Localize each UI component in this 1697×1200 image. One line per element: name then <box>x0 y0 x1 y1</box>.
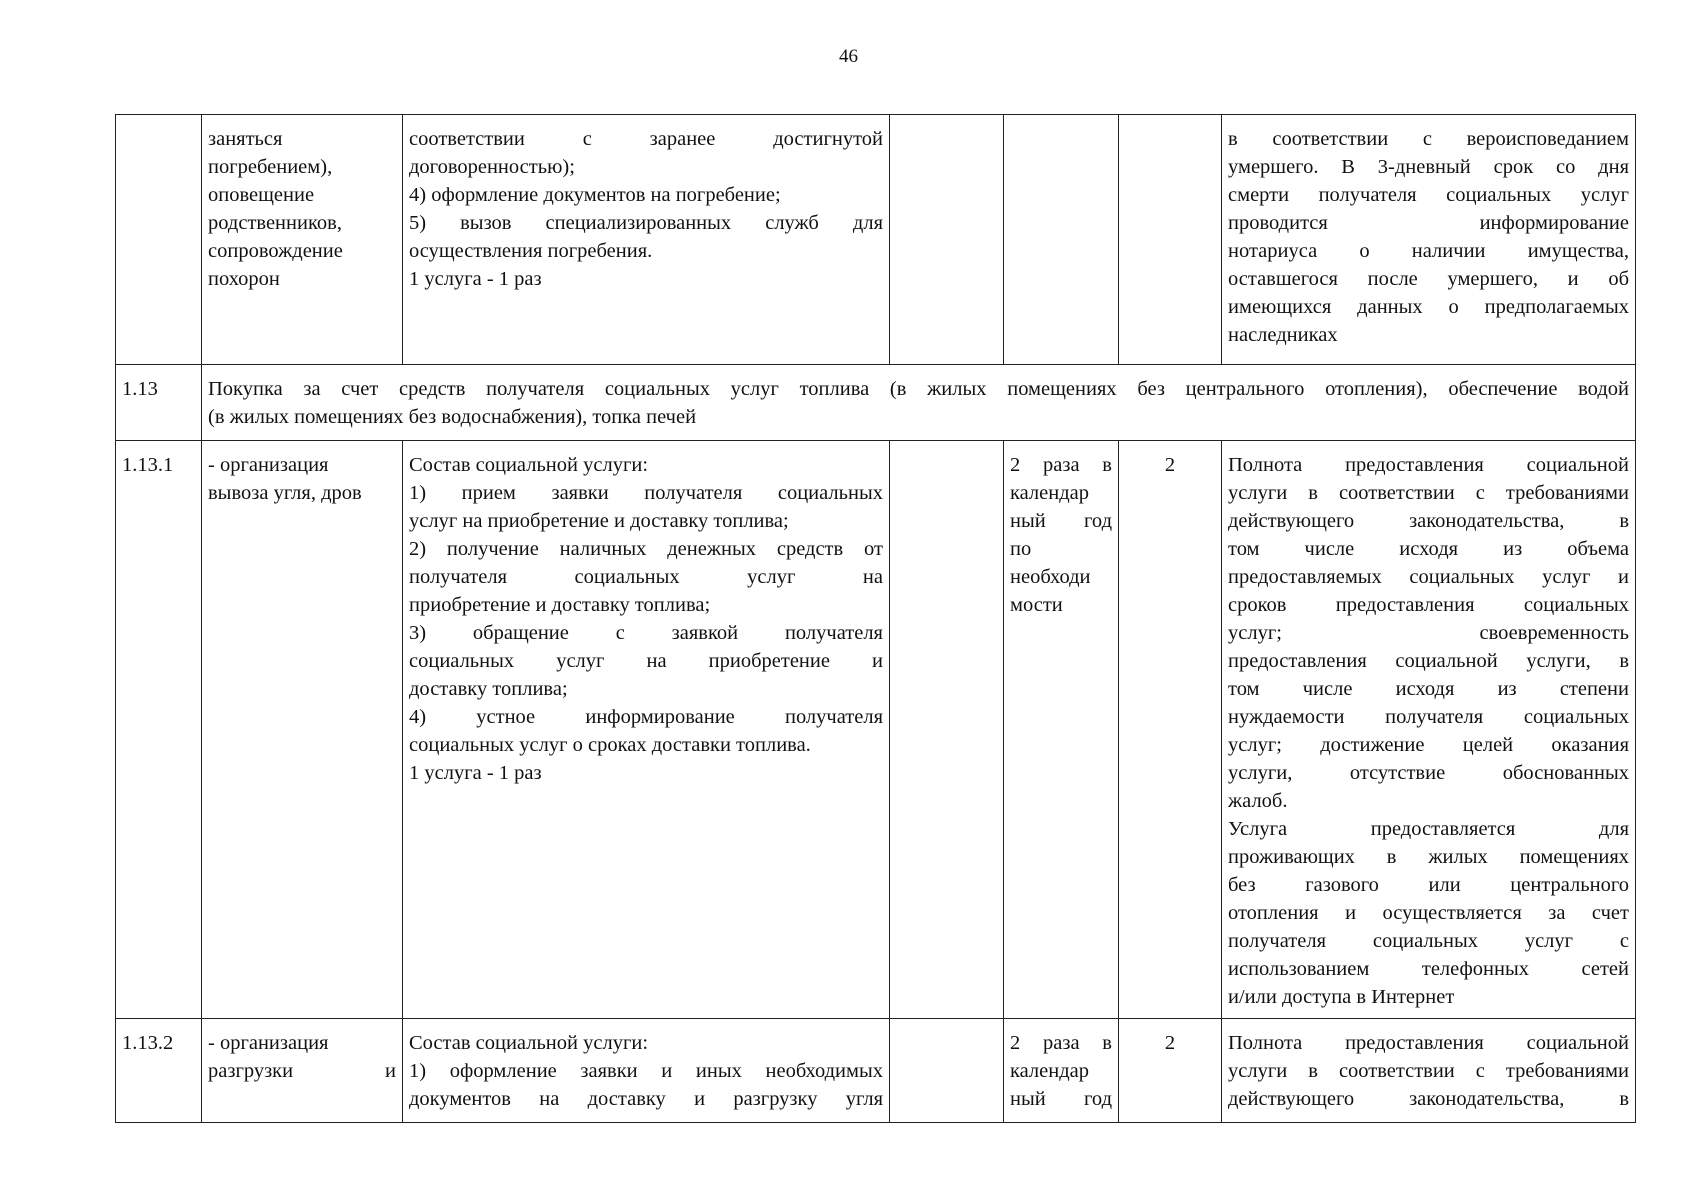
cell-quality-conditions <box>1222 1019 1636 1123</box>
table-row-1-13-1 <box>116 441 1636 1019</box>
text-line: заняться <box>208 128 283 150</box>
text-line: 2 раза в <box>1010 1032 1112 1054</box>
text-line: - организация <box>208 1032 329 1054</box>
text-line: получателя социальных услуг с <box>1228 930 1629 952</box>
text-line: действующего законодательства, в <box>1228 510 1629 532</box>
text-line: мости <box>1010 594 1063 616</box>
text-line: том числе исходя из степени <box>1228 678 1629 700</box>
text-line: и/или доступа в Интернет <box>1228 986 1455 1008</box>
text-line: Полнота предоставления социальной <box>1228 1032 1629 1054</box>
cell-number: 1.13.2 <box>116 1019 202 1123</box>
text-line: услуги в соответствии с требованиями <box>1228 482 1629 504</box>
text-line: календар <box>1010 482 1090 504</box>
text-line: документов на доставку и разгрузку угля <box>409 1088 883 1110</box>
text-line: по <box>1010 538 1032 560</box>
text-line: календар <box>1010 1060 1090 1082</box>
text-line: 2 раза в <box>1010 454 1112 476</box>
table-row-1-13-2 <box>116 1019 1636 1123</box>
text-line: нуждаемости получателя социальных <box>1228 706 1629 728</box>
text-line: Полнота предоставления социальной <box>1228 454 1629 476</box>
cell-quality-conditions <box>1222 115 1636 365</box>
text-line: 1) прием заявки получателя социальных <box>409 482 883 504</box>
cell-section-title <box>202 365 1636 441</box>
text-line: доставку топлива; <box>409 678 568 700</box>
text-line: Состав социальной услуги: <box>409 454 649 476</box>
text-line: смерти получателя социальных услуг <box>1228 184 1629 206</box>
text-line: в соответствии с вероисповеданием <box>1228 128 1629 150</box>
cell-empty <box>1004 115 1119 365</box>
text-line: услуги в соответствии с требованиями <box>1228 1060 1629 1082</box>
text-line: социальных услуг о сроках доставки топлива. <box>409 734 811 756</box>
text-line: договоренностью); <box>409 156 575 178</box>
line-list <box>1228 1029 1629 1113</box>
text-line: проводится информирование <box>1228 212 1629 234</box>
line-list <box>208 125 396 293</box>
text-line: соответствии с заранее достигнутой <box>409 128 883 150</box>
text-line: ный год <box>1010 510 1112 532</box>
text-line: использованием телефонных сетей <box>1228 958 1629 980</box>
cell-number <box>116 115 202 365</box>
table-row-continued <box>116 115 1636 365</box>
text-line: 1 услуга - 1 раз <box>409 762 542 784</box>
text-line: сроков предоставления социальных <box>1228 594 1629 616</box>
cell-service-description <box>403 441 890 1019</box>
text-line: имеющихся данных о предполагаемых <box>1228 296 1629 318</box>
text-line: Покупка за счет средств получателя социальных услуг топлива (в жилых помещениях без центрального отопления), обеспечение водой <box>208 378 1629 400</box>
text-line: том числе исходя из объема <box>1228 538 1629 560</box>
cell-service-name <box>202 1019 403 1123</box>
text-line: наследниках <box>1228 324 1338 346</box>
text-line: вывоза угля, дров <box>208 482 362 504</box>
text-line: ный год <box>1010 1088 1112 1110</box>
cell-quality-conditions <box>1222 441 1636 1019</box>
text-line: похорон <box>208 268 280 290</box>
line-list <box>1010 451 1112 619</box>
text-line: (в жилых помещениях без водоснабжения), топка печей <box>208 406 697 428</box>
text-line: получателя социальных услуг на <box>409 566 883 588</box>
text-line: родственников, <box>208 212 342 234</box>
text-line: социальных услуг на приобретение и <box>409 650 883 672</box>
line-list <box>409 125 883 293</box>
cell-periodicity <box>1004 1019 1119 1123</box>
text-line: умершего. В 3-дневный срок со дня <box>1228 156 1629 178</box>
text-line: 1) оформление заявки и иных необходимых <box>409 1060 883 1082</box>
cell-number: 1.13.1 <box>116 441 202 1019</box>
cell-periodicity <box>1004 441 1119 1019</box>
text-line: отопления и осуществляется за счет <box>1228 902 1629 924</box>
line-list <box>208 451 396 507</box>
line-list <box>1010 1029 1112 1113</box>
text-line: Состав социальной услуги: <box>409 1032 649 1054</box>
text-line: жалоб. <box>1228 790 1288 812</box>
text-line: погребением), <box>208 156 333 178</box>
text-line: действующего законодательства, в <box>1228 1088 1629 1110</box>
cell-service-name <box>202 441 403 1019</box>
text-line: разгрузки и <box>208 1060 396 1082</box>
line-list <box>208 1029 396 1085</box>
text-line: услуг; своевременность <box>1228 622 1629 644</box>
text-line: предоставления социальной услуги, в <box>1228 650 1629 672</box>
text-line: 4) оформление документов на погребение; <box>409 184 781 206</box>
cell-count: 2 <box>1119 1019 1222 1123</box>
text-line: необходи <box>1010 566 1091 588</box>
text-line: предоставляемых социальных услуг и <box>1228 566 1629 588</box>
line-list <box>409 1029 883 1113</box>
line-list <box>409 451 883 787</box>
text-line: Услуга предоставляется для <box>1228 818 1629 840</box>
text-line: - организация <box>208 454 329 476</box>
text-line: проживающих в жилых помещениях <box>1228 846 1629 868</box>
text-line: 4) устное информирование получателя <box>409 706 883 728</box>
table-row-section-1-13 <box>116 365 1636 441</box>
page-number: 46 <box>839 46 858 67</box>
text-line: осуществления погребения. <box>409 240 653 262</box>
cell-empty <box>890 1019 1004 1123</box>
text-line: сопровождение <box>208 240 343 262</box>
text-line: приобретение и доставку топлива; <box>409 594 711 616</box>
text-line: оповещение <box>208 184 315 206</box>
cell-number: 1.13 <box>116 365 202 441</box>
cell-empty <box>890 115 1004 365</box>
text-line: услуг на приобретение и доставку топлива; <box>409 510 789 532</box>
cell-service-name <box>202 115 403 365</box>
cell-count: 2 <box>1119 441 1222 1019</box>
text-line: услуги, отсутствие обоснованных <box>1228 762 1629 784</box>
text-line: нотариуса о наличии имущества, <box>1228 240 1629 262</box>
cell-service-description <box>403 1019 890 1123</box>
cell-service-description <box>403 115 890 365</box>
text-line: 3) обращение с заявкой получателя <box>409 622 883 644</box>
text-line: 1 услуга - 1 раз <box>409 268 542 290</box>
text-line: без газового или центрального <box>1228 874 1629 896</box>
line-list <box>208 375 1629 431</box>
line-list <box>1228 451 1629 1011</box>
text-line: 5) вызов специализированных служб для <box>409 212 883 234</box>
line-list <box>1228 125 1629 349</box>
text-line: услуг; достижение целей оказания <box>1228 734 1629 756</box>
text-line: 2) получение наличных денежных средств от <box>409 538 883 560</box>
text-line: оставшегося после умершего, и об <box>1228 268 1629 290</box>
cell-empty <box>1119 115 1222 365</box>
services-table <box>115 114 1636 1123</box>
cell-empty <box>890 441 1004 1019</box>
